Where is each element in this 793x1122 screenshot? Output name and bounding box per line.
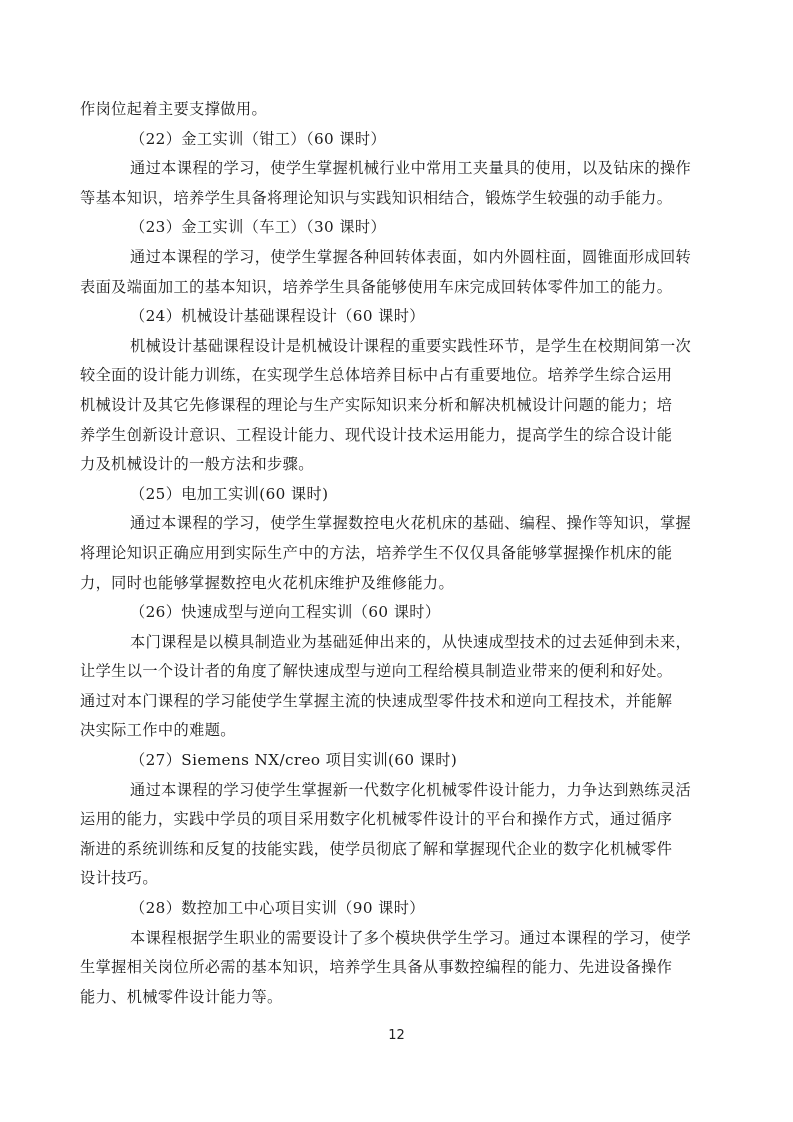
section-heading: [80, 302, 715, 332]
paragraph-line: 等基本知识，培养学生具备将理论知识与实践知识相结合，锻炼学生较强的动手能力。: [80, 188, 673, 207]
paragraph-line: 决实际工作中的难题。: [80, 721, 236, 740]
paragraph-line: 机械设计基础课程设计是机械设计课程的重要实践性环节，是学生在校期间第一次: [130, 336, 692, 355]
paragraph-line: 力及机械设计的一般方法和步骤。: [80, 455, 314, 474]
section-heading: [80, 213, 715, 243]
text-line-block: [80, 95, 715, 125]
paragraph-line: 通过本课程的学习，使学生掌握各种回转体表面，如内外圆柱面，圆锥面形成回转: [130, 247, 692, 266]
paragraph-line: 运用的能力，实践中学员的项目采用数字化机械零件设计的平台和操作方式，通过循序: [80, 810, 673, 829]
paragraph: [80, 154, 715, 213]
section-heading: [80, 894, 715, 924]
paragraph-line: 能力、机械零件设计能力等。: [80, 987, 283, 1006]
page-number: 12: [388, 1028, 405, 1043]
paragraph-line: 本门课程是以模具制造业为基础延伸出来的，从快速成型技术的过去延伸到未来，: [130, 632, 692, 651]
section-heading: [80, 480, 715, 510]
paragraph: [80, 628, 715, 746]
heading-text: （23）金工实训（车工）（30 课时）: [130, 218, 387, 237]
paragraph-line: 通过本课程的学习，使学生掌握数控电火花机床的基础、编程、操作等知识，掌握: [130, 514, 692, 533]
paragraph: [80, 332, 715, 480]
paragraph-line: 力，同时也能够掌握数控电火花机床维护及维修能力。: [80, 573, 455, 592]
paragraph-line: 通过对本门课程的学习能使学生掌握主流的快速成型零件技术和逆向工程技术，并能解: [80, 691, 673, 710]
section-heading: [80, 746, 715, 776]
paragraph: [80, 243, 715, 302]
heading-text: （26）快速成型与逆向工程实训（60 课时）: [130, 603, 441, 622]
paragraph: [80, 509, 715, 598]
paragraph-line: 作岗位起着主要支撑做用。: [80, 100, 268, 118]
page-body: [80, 95, 715, 1012]
section-heading: [80, 598, 715, 628]
heading-text: （24）机械设计基础课程设计（60 课时）: [130, 307, 425, 326]
heading-text: （28）数控加工中心项目实训（90 课时）: [130, 899, 425, 918]
paragraph: [80, 776, 715, 894]
paragraph-line: 表面及端面加工的基本知识，培养学生具备能够使用车床完成回转体零件加工的能力。: [80, 277, 673, 296]
heading-text: （22）金工实训（钳工）（60 课时）: [130, 129, 387, 148]
paragraph-line: 设计技巧。: [80, 869, 158, 888]
paragraph-line: 通过本课程的学习使学生掌握新一代数字化机械零件设计能力，力争达到熟练灵活: [130, 780, 692, 799]
paragraph-line: 将理论知识正确应用到实际生产中的方法，培养学生不仅仅具备能够掌握操作机床的能: [80, 543, 673, 562]
paragraph-line: 生掌握相关岗位所必需的基本知识，培养学生具备从事数控编程的能力、先进设备操作: [80, 958, 673, 977]
heading-text: （27）Siemens NX/creo 项目实训(60 课时): [130, 751, 458, 770]
paragraph: [80, 924, 715, 1013]
paragraph-line: 养学生创新设计意识、工程设计能力、现代设计技术运用能力，提高学生的综合设计能: [80, 425, 673, 444]
paragraph-line: 较全面的设计能力训练，在实现学生总体培养目标中占有重要地位。培养学生综合运用: [80, 366, 673, 385]
paragraph-line: 渐进的系统训练和反复的技能实践，使学员彻底了解和掌握现代企业的数字化机械零件: [80, 839, 673, 858]
heading-text: （25）电加工实训(60 课时): [130, 484, 329, 503]
paragraph-line: 通过本课程的学习，使学生掌握机械行业中常用工夹量具的使用，以及钻床的操作: [130, 159, 692, 178]
paragraph-line: 让学生以一个设计者的角度了解快速成型与逆向工程给模具制造业带来的便利和好处。: [80, 662, 673, 681]
paragraph-line: 本课程根据学生职业的需要设计了多个模块供学生学习。通过本课程的学习，使学: [130, 928, 692, 947]
paragraph-line: 机械设计及其它先修课程的理论与生产实际知识来分析和解决机械设计问题的能力；培: [80, 395, 673, 414]
section-heading: [80, 125, 715, 155]
